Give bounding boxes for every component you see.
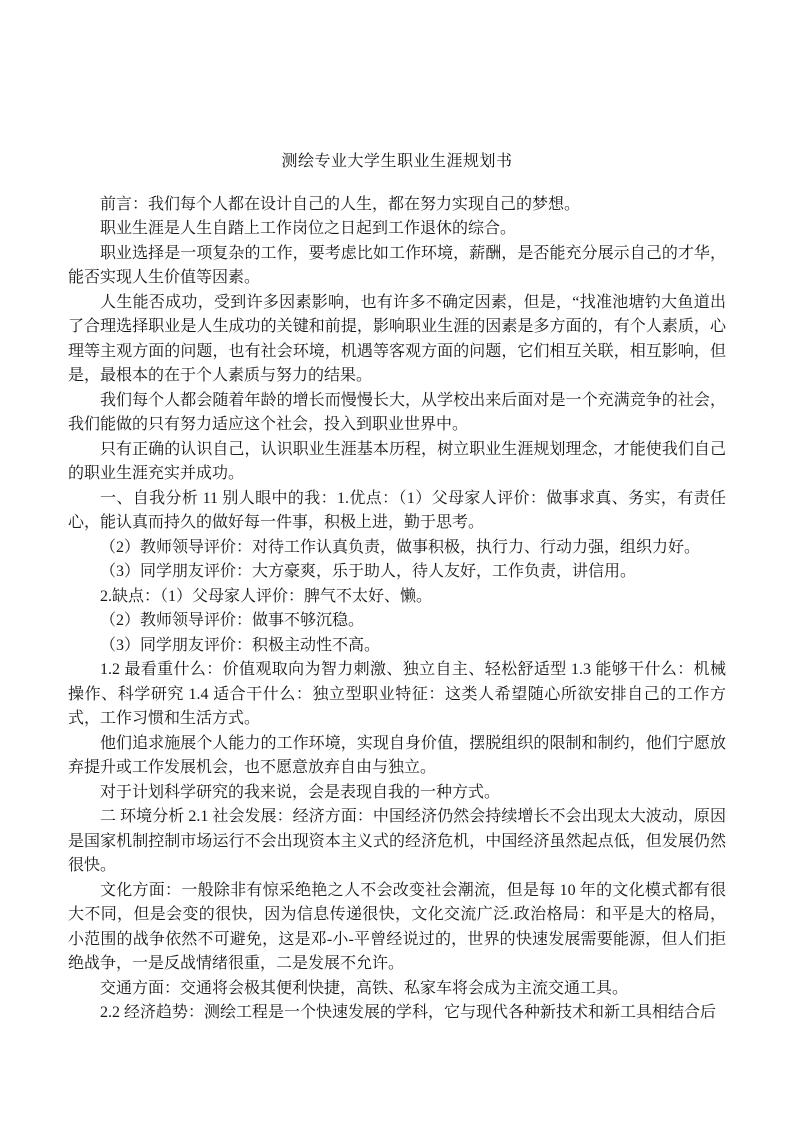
paragraph: （3）同学朋友评价：大方豪爽，乐于助人，待人友好，工作负责，讲信用。	[100, 563, 637, 580]
paragraph: （2）教师领导评价：对待工作认真负责，做事积极，执行力、行动力强，组织力好。	[100, 538, 701, 556]
paragraph: 对于计划科学研究的我来说，会是表现自我的一种方式。	[100, 783, 501, 801]
paragraph: 他们追求施展个人能力的工作环境，实现自身价值，摆脱组织的限制和制约，他们宁愿放弃提升或工作发展机会，也不愿意放弃自由与独立。	[68, 734, 726, 776]
paragraph: 2.缺点：（1）父母家人评价：脾气不太好、懒。	[100, 587, 433, 605]
document-title: 测绘专业大学生职业生涯规划书	[281, 153, 513, 170]
paragraph-environment-analysis: 二 环境分析 2.1 社会发展：经济方面：中国经济仍然会持续增长不会出现太大波动，原因是国家机制控制市场运行不会出现资本主义式的经济危机，中国经济虽然起点低，但发展仍然很快。	[68, 808, 726, 874]
paragraph: （2）教师领导评价：做事不够沉稳。	[100, 612, 365, 629]
paragraph-self-analysis: 一、自我分析 11 别人眼中的我：1.优点：（1）父母家人评价：做事求真、务实，有责任心，能认真而持久的做好每一件事，积极上进，勤于思考。	[68, 489, 726, 531]
paragraph: 我们每个人都会随着年龄的增长而慢慢长大，从学校出来后面对是一个充满竞争的社会，我们能做的只有努力适应这个社会，投入到职业世界中。	[68, 391, 726, 433]
paragraph: 人生能否成功，受到许多因素影响，也有许多不确定因素，但是，“找准池塘钓大鱼道出了合理选择职业是人生成功的关键和前提，影响职业生涯的因素是多方面的，有个人素质，心理等主观方面的问题，也有社会环境，机遇等客观方面的问题，它们相互关联，相互影响，但是，最根本的在于个人素质与努力的结果。	[68, 293, 726, 384]
paragraph: 2.2 经济趋势：测绘工程是一个快速发展的学科，它与现代各种新技术和新工具相结合后	[100, 1004, 717, 1021]
paragraph: 只有正确的认识自己，认识职业生涯基本历程，树立职业生涯规划理念，才能使我们自己的职业生涯充实并成功。	[68, 440, 726, 482]
paragraph-preface: 前言：我们每个人都在设计自己的人生，都在努力实现自己的梦想。	[100, 195, 581, 213]
paragraph: 职业生涯是人生自踏上工作岗位之日起到工作退休的综合。	[100, 220, 517, 237]
paragraph: （3）同学朋友评价：积极主动性不高。	[100, 636, 381, 654]
paragraph: 职业选择是一项复杂的工作，要考虑比如工作环境，薪酬，是否能充分展示自己的才华，能否实现人生价值等因素。	[68, 244, 726, 286]
paragraph: 文化方面：一般除非有惊采绝艳之人不会改变社会潮流，但是每 10 年的文化模式都有很大不同，但是会变的很快，因为信息传递很快，文化交流广泛.政治格局：和平是大的格局，小范围的战争依然不可避免，这是邓-小-平曾经说过的，世界的快速发展需要能源，但人们拒绝战争，一是反战情绪很重，二是发展不允许。	[68, 881, 726, 972]
paragraph: 交通方面：交通将会极其便利快捷，高铁、私家车将会成为主流交通工具。	[100, 979, 629, 997]
paragraph: 1.2 最看重什么：价值观取向为智力刺激、独立自主、轻松舒适型 1.3 能够干什么：机械操作、科学研究 1.4 适合干什么：独立型职业特征：这类人希望随心所欲安排自己的工作方式，工作习惯和生活方式。	[68, 661, 726, 727]
